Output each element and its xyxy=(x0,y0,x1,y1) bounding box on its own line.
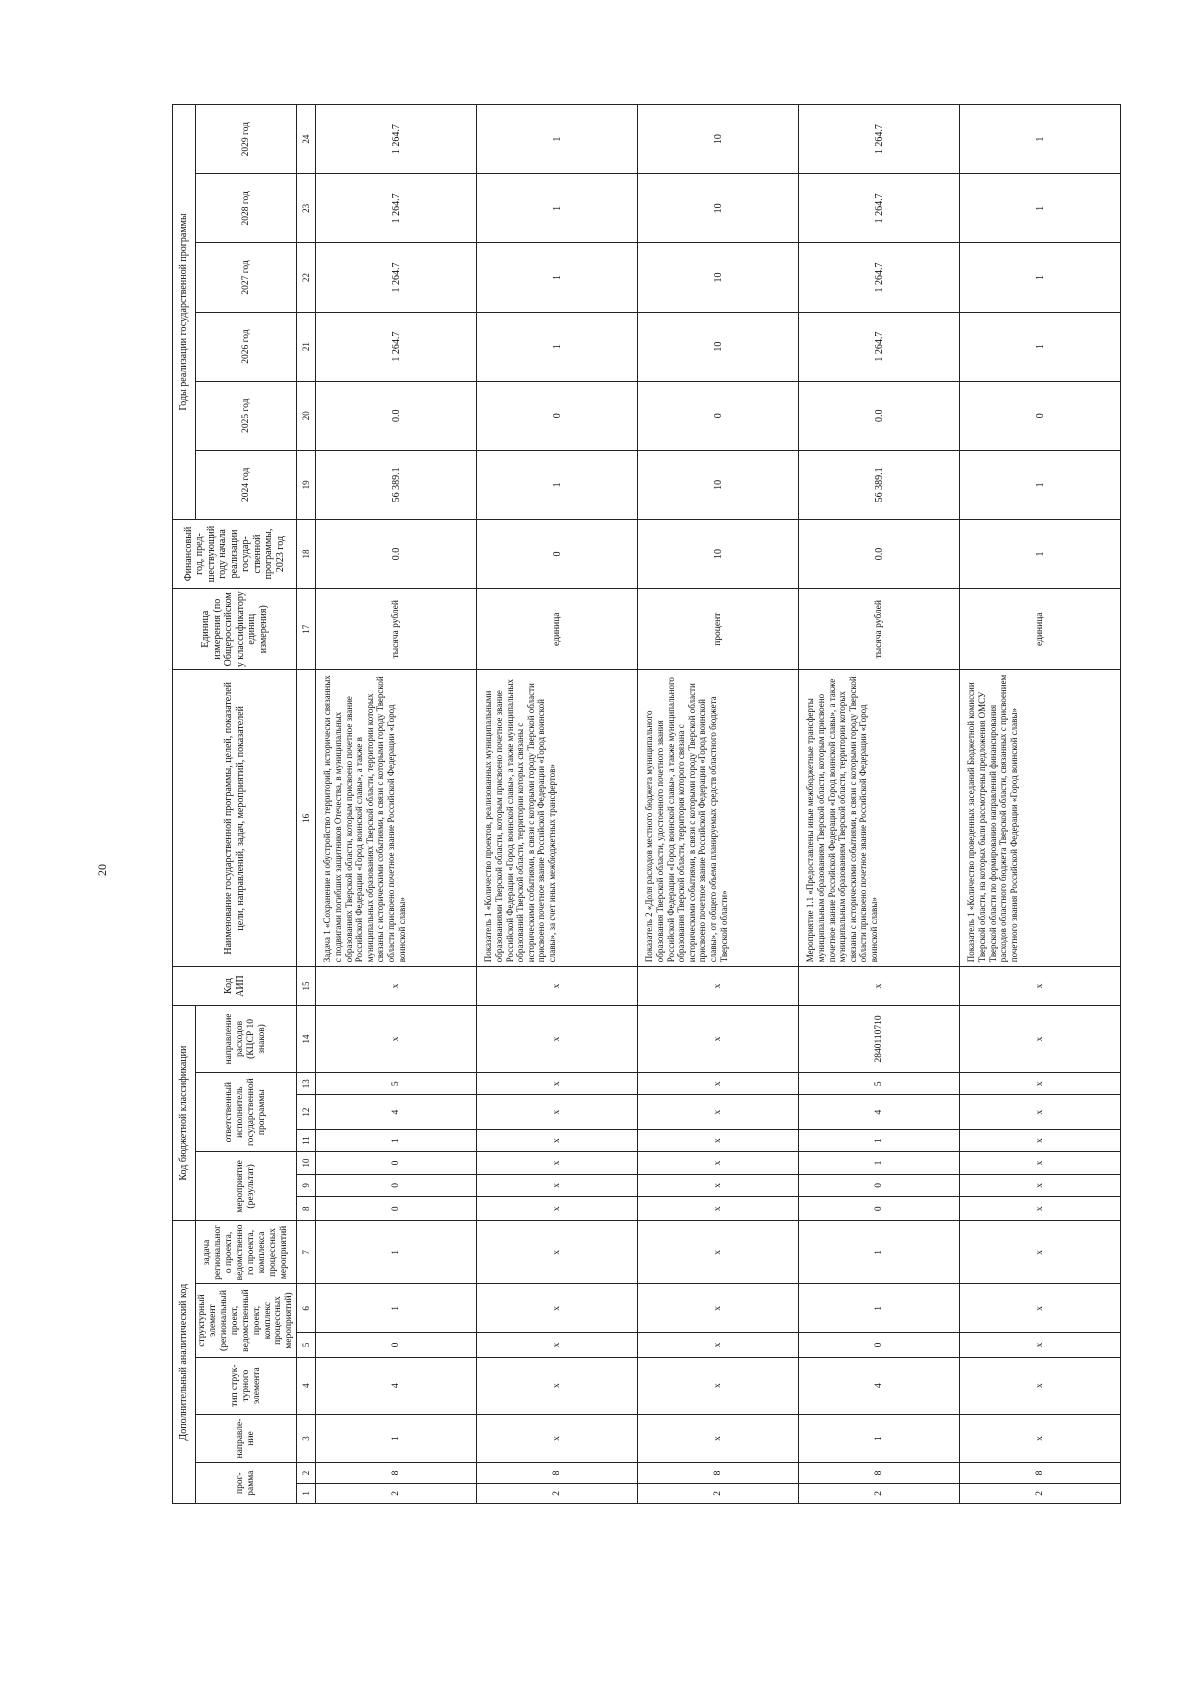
code-cell: х xyxy=(477,1152,638,1174)
column-number: 14 xyxy=(297,1005,316,1072)
column-number: 2 xyxy=(297,1463,316,1483)
column-number: 12 xyxy=(297,1095,316,1130)
code-cell: х xyxy=(960,967,1121,1006)
code-cell: х xyxy=(960,1357,1121,1414)
code-cell: х xyxy=(638,1357,799,1414)
row-unit: единица xyxy=(960,589,1121,670)
year-value: 1 xyxy=(477,243,638,312)
column-number: 20 xyxy=(297,381,316,450)
header-row-groups xyxy=(173,105,196,1504)
column-number-row xyxy=(297,105,316,1504)
code-cell: х xyxy=(638,1152,799,1174)
group-years: Годы реализации государственной программы xyxy=(173,105,196,520)
code-cell: х xyxy=(960,1174,1121,1196)
row-name: Показатель 1 «Количество проведенных заседаний Бюджетной комиссии Тверской области, на которых были рассмотрены предложения ОМСУ Тверской области по формированию направлений финансирования расходов областного бюджета Тверской области, связанных с присвоением почетного звания Российской Федерации «Город воинской славы» xyxy=(960,670,1121,967)
code-cell: х xyxy=(638,1414,799,1463)
code-cell: х xyxy=(960,1005,1121,1072)
code-cell: 8 xyxy=(638,1463,799,1483)
code-cell: х xyxy=(316,1005,477,1072)
year-value: 1 264.7 xyxy=(316,174,477,243)
column-number: 3 xyxy=(297,1414,316,1463)
code-cell: х xyxy=(638,1174,799,1196)
column-number: 24 xyxy=(297,105,316,174)
year-value: 0 xyxy=(638,381,799,450)
code-cell: х xyxy=(477,1073,638,1095)
code-cell: х xyxy=(638,1073,799,1095)
code-cell: 8 xyxy=(316,1463,477,1483)
code-cell: 1 xyxy=(799,1129,960,1151)
code-cell: х xyxy=(638,1129,799,1151)
code-cell: 5 xyxy=(799,1073,960,1095)
code-cell: 1 xyxy=(799,1221,960,1284)
column-number: 11 xyxy=(297,1129,316,1151)
year-value: 56 389.1 xyxy=(799,450,960,519)
column-number: 4 xyxy=(297,1357,316,1414)
col-year-2025: 2025 год xyxy=(196,381,297,450)
col-name: Наименование государственной программы, целей, показателей цели, направлений, задач, мероприятий, показателей xyxy=(173,670,297,967)
year-value: 1 xyxy=(477,105,638,174)
code-cell: х xyxy=(638,1095,799,1130)
row-fin-value: 0.0 xyxy=(799,519,960,588)
table-row xyxy=(638,105,799,1504)
year-value: 1 264.7 xyxy=(316,105,477,174)
page-number: 20 xyxy=(95,864,109,876)
year-value: 1 264.7 xyxy=(316,312,477,381)
code-cell: х xyxy=(477,1174,638,1196)
code-cell: 2 xyxy=(477,1483,638,1503)
table-row xyxy=(960,105,1121,1504)
table-row xyxy=(477,105,638,1504)
code-cell: 1 xyxy=(316,1414,477,1463)
column-number: 21 xyxy=(297,312,316,381)
col-year-2027: 2027 год xyxy=(196,243,297,312)
code-cell: 1 xyxy=(799,1152,960,1174)
table-row xyxy=(799,105,960,1504)
code-cell: 0 xyxy=(316,1174,477,1196)
column-number: 9 xyxy=(297,1174,316,1196)
col-year-2024: 2024 год xyxy=(196,450,297,519)
year-value: 56 389.1 xyxy=(316,450,477,519)
year-value: 1 xyxy=(960,312,1121,381)
code-cell: 5 xyxy=(316,1073,477,1095)
code-cell: 1 xyxy=(316,1129,477,1151)
column-number: 6 xyxy=(297,1284,316,1333)
code-cell: 8 xyxy=(477,1463,638,1483)
code-cell: 2 xyxy=(799,1483,960,1503)
code-cell: х xyxy=(316,967,477,1006)
code-cell: 2 xyxy=(638,1483,799,1503)
year-value: 1 264.7 xyxy=(799,243,960,312)
col-fin-year: Финансовый год, пред-шествующий году начала реализации государ-ственной программы, 2023 год xyxy=(173,519,297,588)
col-year-2026: 2026 год xyxy=(196,312,297,381)
row-fin-value: 0 xyxy=(477,519,638,588)
row-name: Показатель 1 «Количество проектов, реализованных муниципальными образованиями Тверской области, которым присвоено почетное звание Российской Федерации «Город воинской славы», а также муниципальных образований Тверской области, территории которых связаны с историческими событиями, в связи с которыми городу Тверской области присвоено почетное звание Российской Федерации «Город воинской славы», за счет иных межбюджетных трансфертов» xyxy=(477,670,638,967)
code-cell: х xyxy=(960,1221,1121,1284)
code-cell: 4 xyxy=(316,1095,477,1130)
column-number: 8 xyxy=(297,1197,316,1221)
column-number: 7 xyxy=(297,1221,316,1284)
column-number: 19 xyxy=(297,450,316,519)
code-cell: 4 xyxy=(799,1095,960,1130)
row-unit: тысяча рублей xyxy=(316,589,477,670)
year-value: 10 xyxy=(638,312,799,381)
code-cell: х xyxy=(477,1357,638,1414)
col-struct: структурный элемент (региональный проект, ведомственный проект, комплекс процессных мероприятий) xyxy=(196,1284,297,1357)
col-aip: Код АИП xyxy=(173,967,297,1006)
column-number: 17 xyxy=(297,589,316,670)
col-year-2029: 2029 год xyxy=(196,105,297,174)
column-number: 13 xyxy=(297,1073,316,1095)
year-value: 1 xyxy=(960,450,1121,519)
year-value: 1 xyxy=(960,105,1121,174)
col-direction: направле-ние xyxy=(196,1414,297,1463)
column-number: 10 xyxy=(297,1152,316,1174)
col-expense: направление расходов (КЦСР 10 знаков) xyxy=(196,1005,297,1072)
column-number: 23 xyxy=(297,174,316,243)
year-value: 0 xyxy=(960,381,1121,450)
program-table xyxy=(172,104,1121,1504)
row-fin-value: 10 xyxy=(638,519,799,588)
year-value: 0.0 xyxy=(799,381,960,450)
col-task: задача регионального проекта, ведомственного проекта, комплекса процессных мероприятий xyxy=(196,1221,297,1284)
year-value: 1 264.7 xyxy=(799,174,960,243)
code-cell: 1 xyxy=(316,1284,477,1333)
code-cell: 8 xyxy=(799,1463,960,1483)
row-name: Мероприятие 1.1 «Предоставлены иные межбюджетные трансферты муниципальным образованиям Тверской области, которым присвоено почетное звание Российской Федерации «Город воинской славы», а также муниципальным образованиям Тверской области, территории которых связаны с историческими событиями, в связи с которыми городу Тверской области присвоено почетное звание Российской Федерации «Город воинской славы» xyxy=(799,670,960,967)
row-name: Задача 1 «Сохранение и обустройство территорий, исторически связанных с подвигами погибших защитников Отечества, в муниципальных образованиях Тверской области, которым присвоено почетное звание Российской Федерации «Город воинской славы», а также в муниципальных образованиях Тверской области, территории которых связаны с историческими событиями, в связи с которыми городу Тверской области присвоено почетное звание Российской Федерации «Город воинской славы» xyxy=(316,670,477,967)
code-cell: х xyxy=(477,1129,638,1151)
code-cell: х xyxy=(960,1095,1121,1130)
col-unit: Единица измерения (по Общероссийскому классификатору единиц измерения) xyxy=(173,589,297,670)
row-unit: тысяча рублей xyxy=(799,589,960,670)
year-value: 0.0 xyxy=(316,381,477,450)
code-cell: 4 xyxy=(799,1357,960,1414)
row-unit: процент xyxy=(638,589,799,670)
col-measure: мероприятие (результат) xyxy=(196,1152,297,1221)
code-cell: х xyxy=(477,1221,638,1284)
year-value: 1 xyxy=(960,174,1121,243)
code-cell: х xyxy=(638,1005,799,1072)
code-cell: х xyxy=(799,967,960,1006)
column-number: 18 xyxy=(297,519,316,588)
year-value: 1 xyxy=(477,312,638,381)
code-cell: х xyxy=(477,1284,638,1333)
code-cell: х xyxy=(960,1129,1121,1151)
code-cell: 1 xyxy=(799,1414,960,1463)
code-cell: 2 xyxy=(960,1483,1121,1503)
year-value: 1 264.7 xyxy=(316,243,477,312)
code-cell: 1 xyxy=(799,1284,960,1333)
code-cell: х xyxy=(960,1073,1121,1095)
column-number: 16 xyxy=(297,670,316,967)
group-analytic-code: Дополнительный аналитический код xyxy=(173,1221,196,1504)
code-cell: х xyxy=(477,967,638,1006)
code-cell: х xyxy=(960,1152,1121,1174)
code-cell: х xyxy=(960,1284,1121,1333)
code-cell: 2840110710 xyxy=(799,1005,960,1072)
code-cell: х xyxy=(638,1221,799,1284)
code-cell: х xyxy=(477,1333,638,1357)
year-value: 1 xyxy=(477,450,638,519)
year-value: 10 xyxy=(638,243,799,312)
column-number: 5 xyxy=(297,1333,316,1357)
code-cell: х xyxy=(960,1197,1121,1221)
code-cell: 2 xyxy=(316,1483,477,1503)
code-cell: 1 xyxy=(316,1221,477,1284)
code-cell: 0 xyxy=(799,1174,960,1196)
year-value: 1 xyxy=(477,174,638,243)
code-cell: х xyxy=(477,1197,638,1221)
col-exec: ответственный исполнитель государственной программы xyxy=(196,1073,297,1152)
code-cell: 8 xyxy=(960,1463,1121,1483)
code-cell: х xyxy=(638,1197,799,1221)
year-value: 10 xyxy=(638,174,799,243)
year-value: 0 xyxy=(477,381,638,450)
col-year-2028: 2028 год xyxy=(196,174,297,243)
year-value: 1 xyxy=(960,243,1121,312)
row-fin-value: 1 xyxy=(960,519,1121,588)
code-cell: 0 xyxy=(316,1197,477,1221)
year-value: 10 xyxy=(638,105,799,174)
code-cell: 0 xyxy=(316,1152,477,1174)
col-type: тип струк-турного элемента xyxy=(196,1357,297,1414)
column-number: 15 xyxy=(297,967,316,1006)
code-cell: 0 xyxy=(316,1333,477,1357)
code-cell: 0 xyxy=(799,1197,960,1221)
group-budget-code: Код бюджетной классификации xyxy=(173,1005,196,1221)
row-unit: единица xyxy=(477,589,638,670)
code-cell: х xyxy=(638,1284,799,1333)
year-value: 1 264.7 xyxy=(799,105,960,174)
code-cell: х xyxy=(960,1414,1121,1463)
code-cell: х xyxy=(638,967,799,1006)
code-cell: х xyxy=(638,1333,799,1357)
rotated-table-container xyxy=(172,104,1088,1504)
row-name: Показатель 2 «Доля расходов местного бюджета муниципального образования Тверской области, удостоенного почетного звания Российской Федерации «Город воинской славы», а также муниципального образования Тверской области, территория которого связана с историческими событиями, в связи с которыми городу Тверской области присвоено почетное звание Российской Федерации «Город воинской славы», от общего объема планируемых средств областного бюджета Тверской области» xyxy=(638,670,799,967)
row-fin-value: 0.0 xyxy=(316,519,477,588)
table-row xyxy=(316,105,477,1504)
year-value: 1 264.7 xyxy=(799,312,960,381)
code-cell: х xyxy=(477,1414,638,1463)
column-number: 1 xyxy=(297,1483,316,1503)
col-program: прог-рамма xyxy=(196,1463,297,1504)
column-number: 22 xyxy=(297,243,316,312)
year-value: 10 xyxy=(638,450,799,519)
code-cell: х xyxy=(477,1095,638,1130)
code-cell: 0 xyxy=(799,1333,960,1357)
code-cell: х xyxy=(960,1333,1121,1357)
code-cell: х xyxy=(477,1005,638,1072)
code-cell: 4 xyxy=(316,1357,477,1414)
